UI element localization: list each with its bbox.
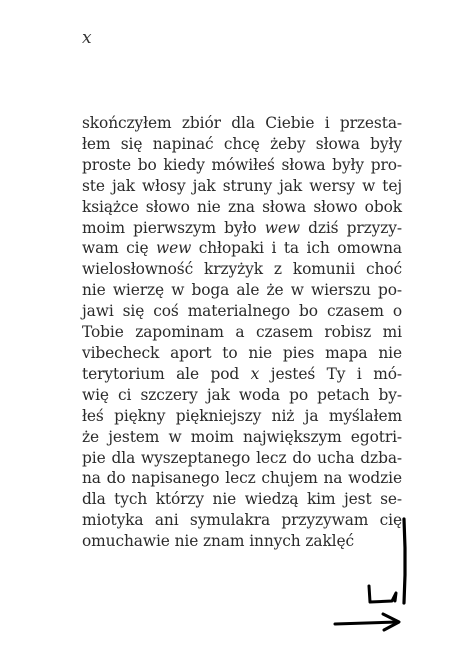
- line-text: miotyka ani symulakra przyzywam cię: [82, 511, 402, 530]
- line-text: jawi się coś materialnego bo czasem o: [82, 302, 402, 321]
- italic-word: wew: [156, 239, 192, 258]
- line-text: moim pierwszym było: [82, 218, 265, 237]
- line-text: dziś przyzy-: [299, 218, 402, 237]
- line-text: pie dla wyszeptanego lecz do ucha dzba-: [82, 448, 402, 467]
- line-text: wię ci szczery jak woda po petach by-: [82, 385, 402, 404]
- ink-vertical-stroke: [404, 519, 405, 603]
- line-text: vibecheck aport to nie pies mapa nie: [82, 343, 402, 362]
- page-header-symbol: x: [82, 28, 92, 48]
- line-text: łeś piękny piękniejszy niż ja myślałem: [82, 406, 402, 425]
- line-text: omuchawie nie znam innych zaklęć: [82, 532, 355, 551]
- italic-word: wew: [264, 218, 300, 237]
- italic-word: x: [250, 364, 260, 383]
- line-text: książce słowo nie zna słowa słowo obok: [82, 197, 402, 216]
- line-text: jesteś Ty i mó-: [259, 364, 402, 383]
- line-text: na do napisanego lecz chujem na wodzie: [82, 469, 402, 488]
- ink-hook-stroke: [369, 586, 396, 602]
- line-text: chłopaki i ta ich omowna: [191, 239, 402, 258]
- line-text: ste jak włosy jak struny jak wersy w tej: [82, 176, 402, 195]
- line-text: dla tych którzy nie wiedzą kim jest se-: [82, 490, 402, 509]
- line-text: wam cię: [82, 239, 157, 258]
- line-text: proste bo kiedy mówiłeś słowa były pro-: [82, 155, 402, 174]
- line-text: nie wierzę w boga ale że w wierszu po-: [82, 281, 402, 300]
- line-text: terytorium ale pod: [82, 364, 251, 383]
- line-text: Tobie zapominam a czasem robisz mi: [82, 323, 402, 342]
- line-text: że jestem w moim największym egotri-: [82, 427, 402, 446]
- line-text: wielosłowność krzyżyk z komunii choć: [82, 260, 402, 279]
- line-text: skończyłem zbiór dla Ciebie i przesta-: [82, 114, 402, 132]
- ink-arrow-shaft: [335, 622, 398, 624]
- line-text: łem się napinać chcę żeby słowa były: [82, 134, 402, 153]
